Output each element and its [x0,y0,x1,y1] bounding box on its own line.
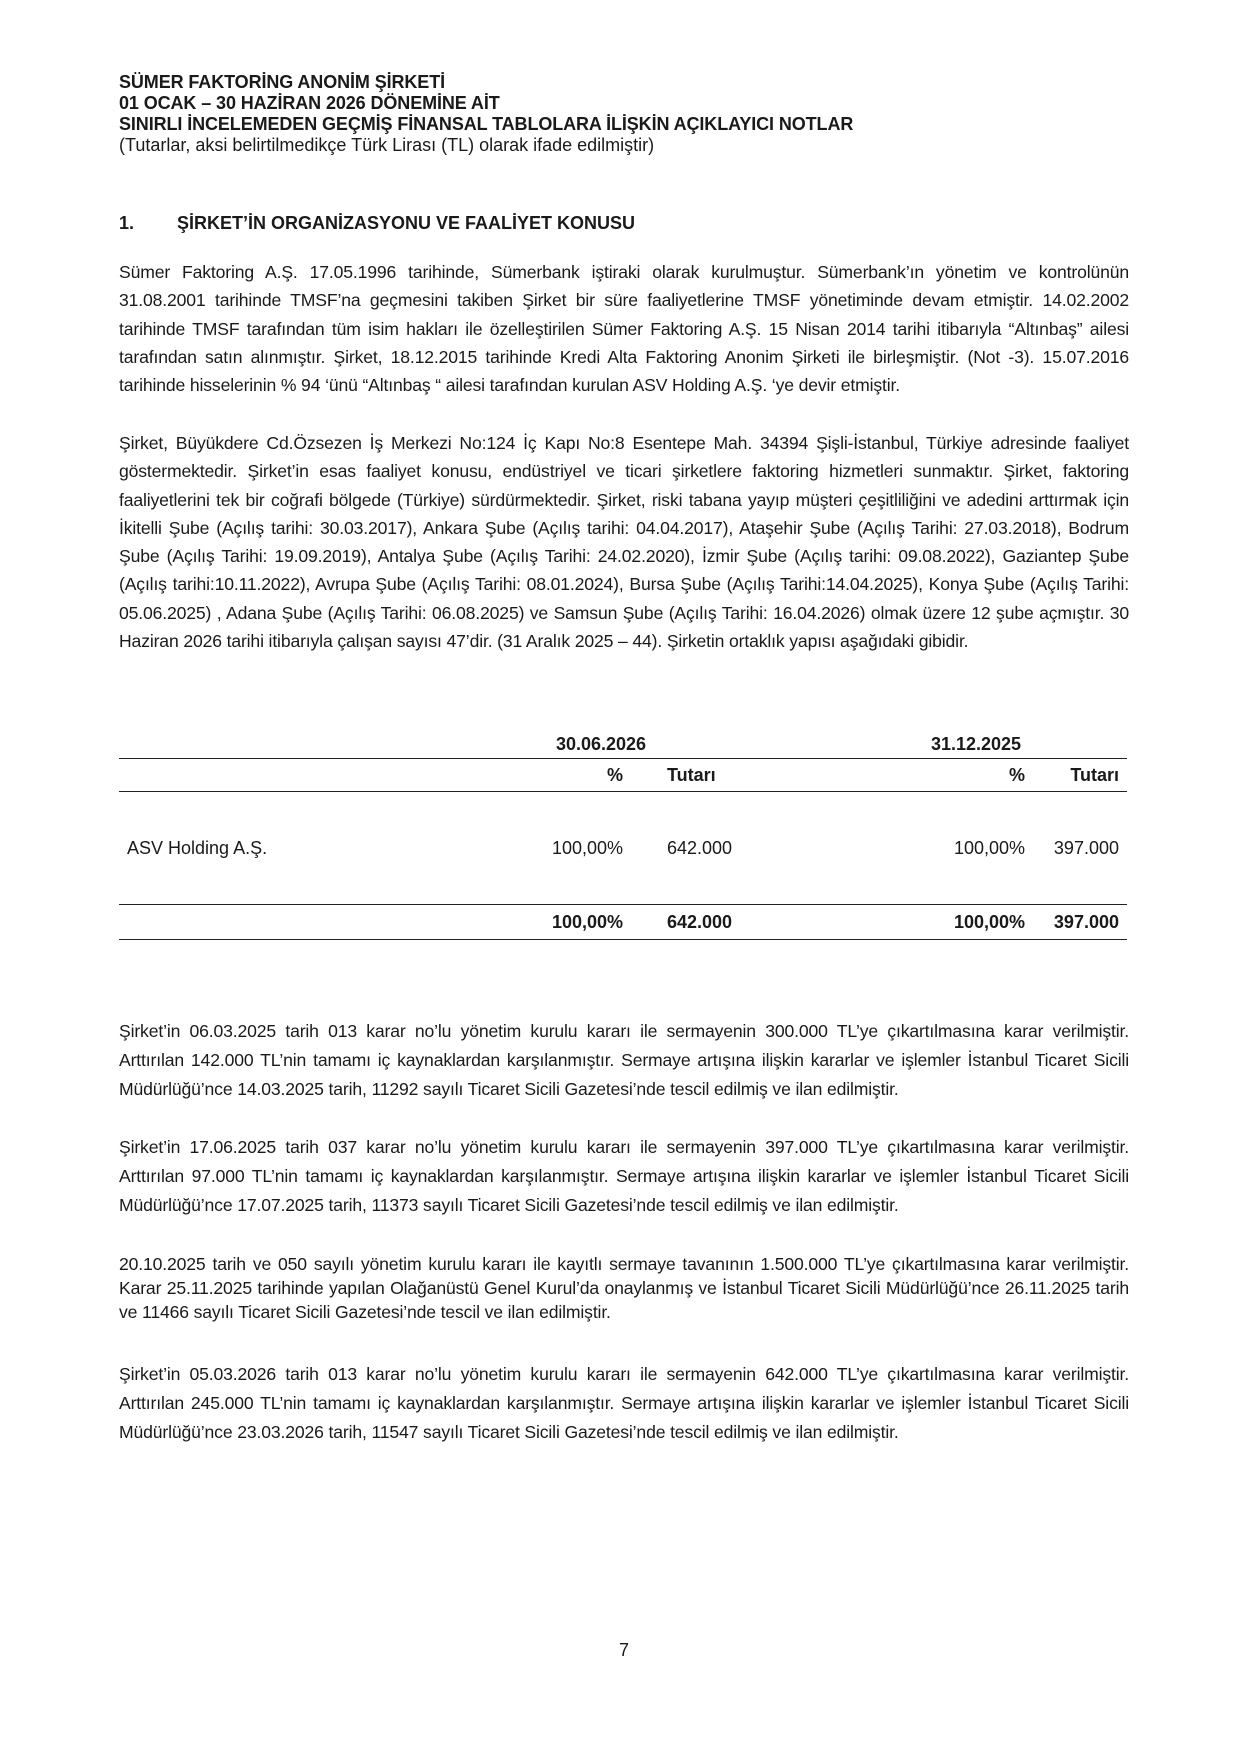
shareholder-amount-prior: 397.000 [1053,837,1119,858]
period-prior: 31.12.2025 [930,733,1022,754]
period-current: 30.06.2026 [555,733,647,754]
section-heading [119,212,635,234]
column-amount-prior: Tutarı [1031,759,1127,792]
table-row [119,792,1127,905]
column-pct-current: % [377,759,629,792]
report-title: SINIRLI İNCELEMEDEN GEÇMİŞ FİNANSAL TABLOLARA İLİŞKİN AÇIKLAYICI NOTLAR [119,114,854,134]
section-title: ŞİRKET’İN ORGANİZASYONU VE FAALİYET KONUSU [177,213,636,233]
period-header-row [119,730,1127,759]
company-name: SÜMER FAKTORİNG ANONİM ŞİRKETİ [119,72,446,92]
report-header [119,72,1119,156]
section-number: 1. [119,213,135,233]
column-header-row [119,759,1127,792]
shareholder-pct-prior: 100,00% [953,837,1025,858]
shareholder-amount-current: 642.000 [667,837,733,858]
shareholder-name: ASV Holding A.Ş. [127,837,268,858]
column-pct-prior: % [825,759,1031,792]
total-pct-prior: 100,00% [825,905,1031,940]
shareholder-pct-current: 100,00% [551,837,623,858]
paragraph-registered-capital-ceiling: 20.10.2025 tarih ve 050 sayılı yönetim kurulu kararı ile kayıtlı sermaye tavanının 1.500.000 TL’ye çıkartılmasına karar verilmiştir. Karar 25.11.2025 tarihinde yapılan Olağanüstü Genel Kurul’da onaylanmış ve İstanbul Ticaret Sicili Müdürlüğü’nce 26.11.2025 tarih ve 11466 sayılı Ticaret Sicili Gazetesi’nde tescil ve ilan edilmiştir. [119,1254,1129,1322]
paragraph-capital-increase-2025-06: Şirket’in 17.06.2025 tarih 037 karar no’lu yönetim kurulu kararı ile sermayenin 397.000 TL’ye çıkartılmasına karar verilmiştir. Arttırılan 97.000 TL’nin tamamı iç kaynaklardan karşılanmıştır. Sermaye artışına ilişkin kararlar ve işlemler İstanbul Ticaret Sicili Müdürlüğü’nce 17.07.2025 tarih, 11373 sayılı Ticaret Sicili Gazetesi’nde tescil edilmiş ve ilan edilmiştir. [119,1137,1129,1215]
currency-note: (Tutarlar, aksi belirtilmedikçe Türk Lirası (TL) olarak ifade edilmiştir) [119,135,655,155]
total-amount-prior: 397.000 [1031,905,1127,940]
paragraph-capital-increase-2025-03: Şirket’in 06.03.2025 tarih 013 karar no’lu yönetim kurulu kararı ile sermayenin 300.000 TL’ye çıkartılmasına karar verilmiştir. Arttırılan 142.000 TL’nin tamamı iç kaynaklardan karşılanmıştır. Sermaye artışına ilişkin kararlar ve işlemler İstanbul Ticaret Sicili Müdürlüğü’nce 14.03.2025 tarih, 11292 sayılı Ticaret Sicili Gazetesi’nde tescil edilmiş ve ilan edilmiştir. [119,1021,1129,1099]
paragraph-operations: Şirket, Büyükdere Cd.Özsezen İş Merkezi No:124 İç Kapı No:8 Esentepe Mah. 34394 Şişli-İstanbul, Türkiye adresinde faaliyet göstermektedir. Şirket’in esas faaliyet konusu, endüstriyel ve ticari şirketlere faktoring hizmetleri sunmaktır. Şirket, faktoring faaliyetlerini tek bir coğrafi bölgede (Türkiye) sürdürmektedir. Şirket, riski tabana yayıp müşteri çeşitliliğini ve adedini arttırmak için İkitelli Şube (Açılış tarihi: 30.03.2017), Ankara Şube (Açılış tarihi: 04.04.2017), Ataşehir Şube (Açılış Tarihi: 27.03.2018), Bodrum Şube (Açılış Tarihi: 19.09.2019), Antalya Şube (Açılış Tarihi: 24.02.2020), İzmir Şube (Açılış tarihi: 09.08.2022), Gaziantep Şube (Açılış tarihi:10.11.2022), Avrupa Şube (Açılış Tarihi: 08.01.2024), Bursa Şube (Açılış Tarihi:14.04.2025), Konya Şube (Açılış Tarihi: 05.06.2025) , Adana Şube (Açılış Tarihi: 06.08.2025) ve Samsun Şube (Açılış Tarihi: 16.04.2026) olmak üzere 12 şube açmıştır. 30 Haziran 2026 tarihi itibarıyla çalışan sayısı 47’dir. (31 Aralık 2025 – 44). Şirketin ortaklık yapısı aşağıdaki gibidir. [119,433,1129,652]
paragraph-history: Sümer Faktoring A.Ş. 17.05.1996 tarihinde, Sümerbank iştiraki olarak kurulmuştur. Sümerbank’ın yönetim ve kontrolünün 31.08.2001 tarihinde TMSF’na geçmesini takiben Şirket bir süre faaliyetlerine TMSF yönetiminde devam etmiştir. 14.02.2002 tarihinde TMSF tarafından tüm isim hakları ile özelleştirilen Sümer Faktoring A.Ş. 15 Nisan 2014 tarihi itibarıyla “Altınbaş” ailesi tarafından satın alınmıştır. Şirket, 18.12.2015 tarihinde Kredi Alta Faktoring Anonim Şirketi ile birleşmiştir. (Not -3). 15.07.2016 tarihinde hisselerinin % 94 ‘ünü “Altınbaş “ ailesi tarafından kurulan ASV Holding A.Ş. ‘ye devir etmiştir. [119,262,1129,396]
paragraph-capital-increase-2026-03: Şirket’in 05.03.2026 tarih 013 karar no’lu yönetim kurulu kararı ile sermayenin 642.000 TL’ye çıkartılmasına karar verilmiştir. Arttırılan 245.000 TL’nin tamamı iç kaynaklardan karşılanmıştır. Sermaye artışına ilişkin kararlar ve işlemler İstanbul Ticaret Sicili Müdürlüğü’nce 23.03.2026 tarih, 11547 sayılı Ticaret Sicili Gazetesi’nde tescil edilmiş ve ilan edilmiştir. [119,1364,1129,1442]
total-amount-current: 642.000 [629,905,825,940]
page-number: 7 [618,1640,629,1660]
total-pct-current: 100,00% [377,905,629,940]
period-title: 01 OCAK – 30 HAZİRAN 2026 DÖNEMİNE AİT [119,93,500,113]
total-row [119,905,1127,940]
column-amount-current: Tutarı [629,759,825,792]
shareholding-table [119,730,1127,940]
document-page [119,0,1129,1754]
